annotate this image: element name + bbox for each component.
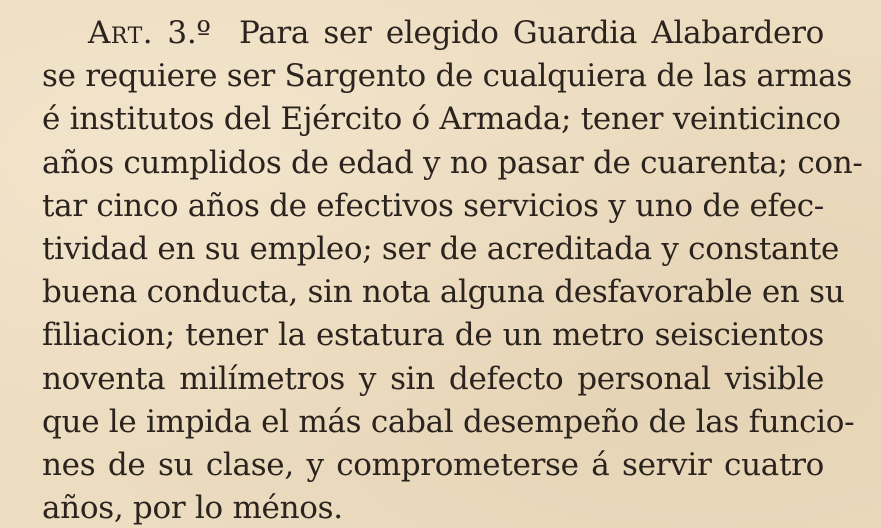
text-line: nes de su clase, y comprometerse á servir cuatro bbox=[42, 446, 824, 483]
text-line: filiacion; tener la estatura de un metro seiscientos bbox=[42, 317, 824, 354]
text-line: años cumplidos de edad y no pasar de cuarenta; con- bbox=[42, 144, 863, 181]
text-line: noventa milímetros y sin defecto personal visible bbox=[42, 360, 824, 397]
text-line bbox=[42, 12, 824, 55]
text-line-content: Para ser elegido Guardia Alabardero bbox=[238, 15, 824, 51]
text-line: se requiere ser Sargento de cualquiera de las armas bbox=[42, 58, 852, 95]
text-line: é institutos del Ejército ó Armada; tener veinticinco bbox=[42, 101, 841, 138]
text-line: años, por lo ménos. bbox=[42, 490, 343, 527]
text-line: tividad en su empleo; ser de acreditada y constante bbox=[42, 230, 840, 267]
text-line: tar cinco años de efectivos servicios y uno de efec- bbox=[42, 187, 824, 224]
article-paragraph bbox=[42, 12, 863, 528]
text-line: buena conducta, sin nota alguna desfavorable en su bbox=[42, 274, 845, 311]
article-number: 3.º bbox=[167, 15, 211, 51]
text-line: que le impida el más cabal desempeño de las funcio- bbox=[42, 403, 855, 440]
article-label: Art. bbox=[88, 15, 154, 51]
